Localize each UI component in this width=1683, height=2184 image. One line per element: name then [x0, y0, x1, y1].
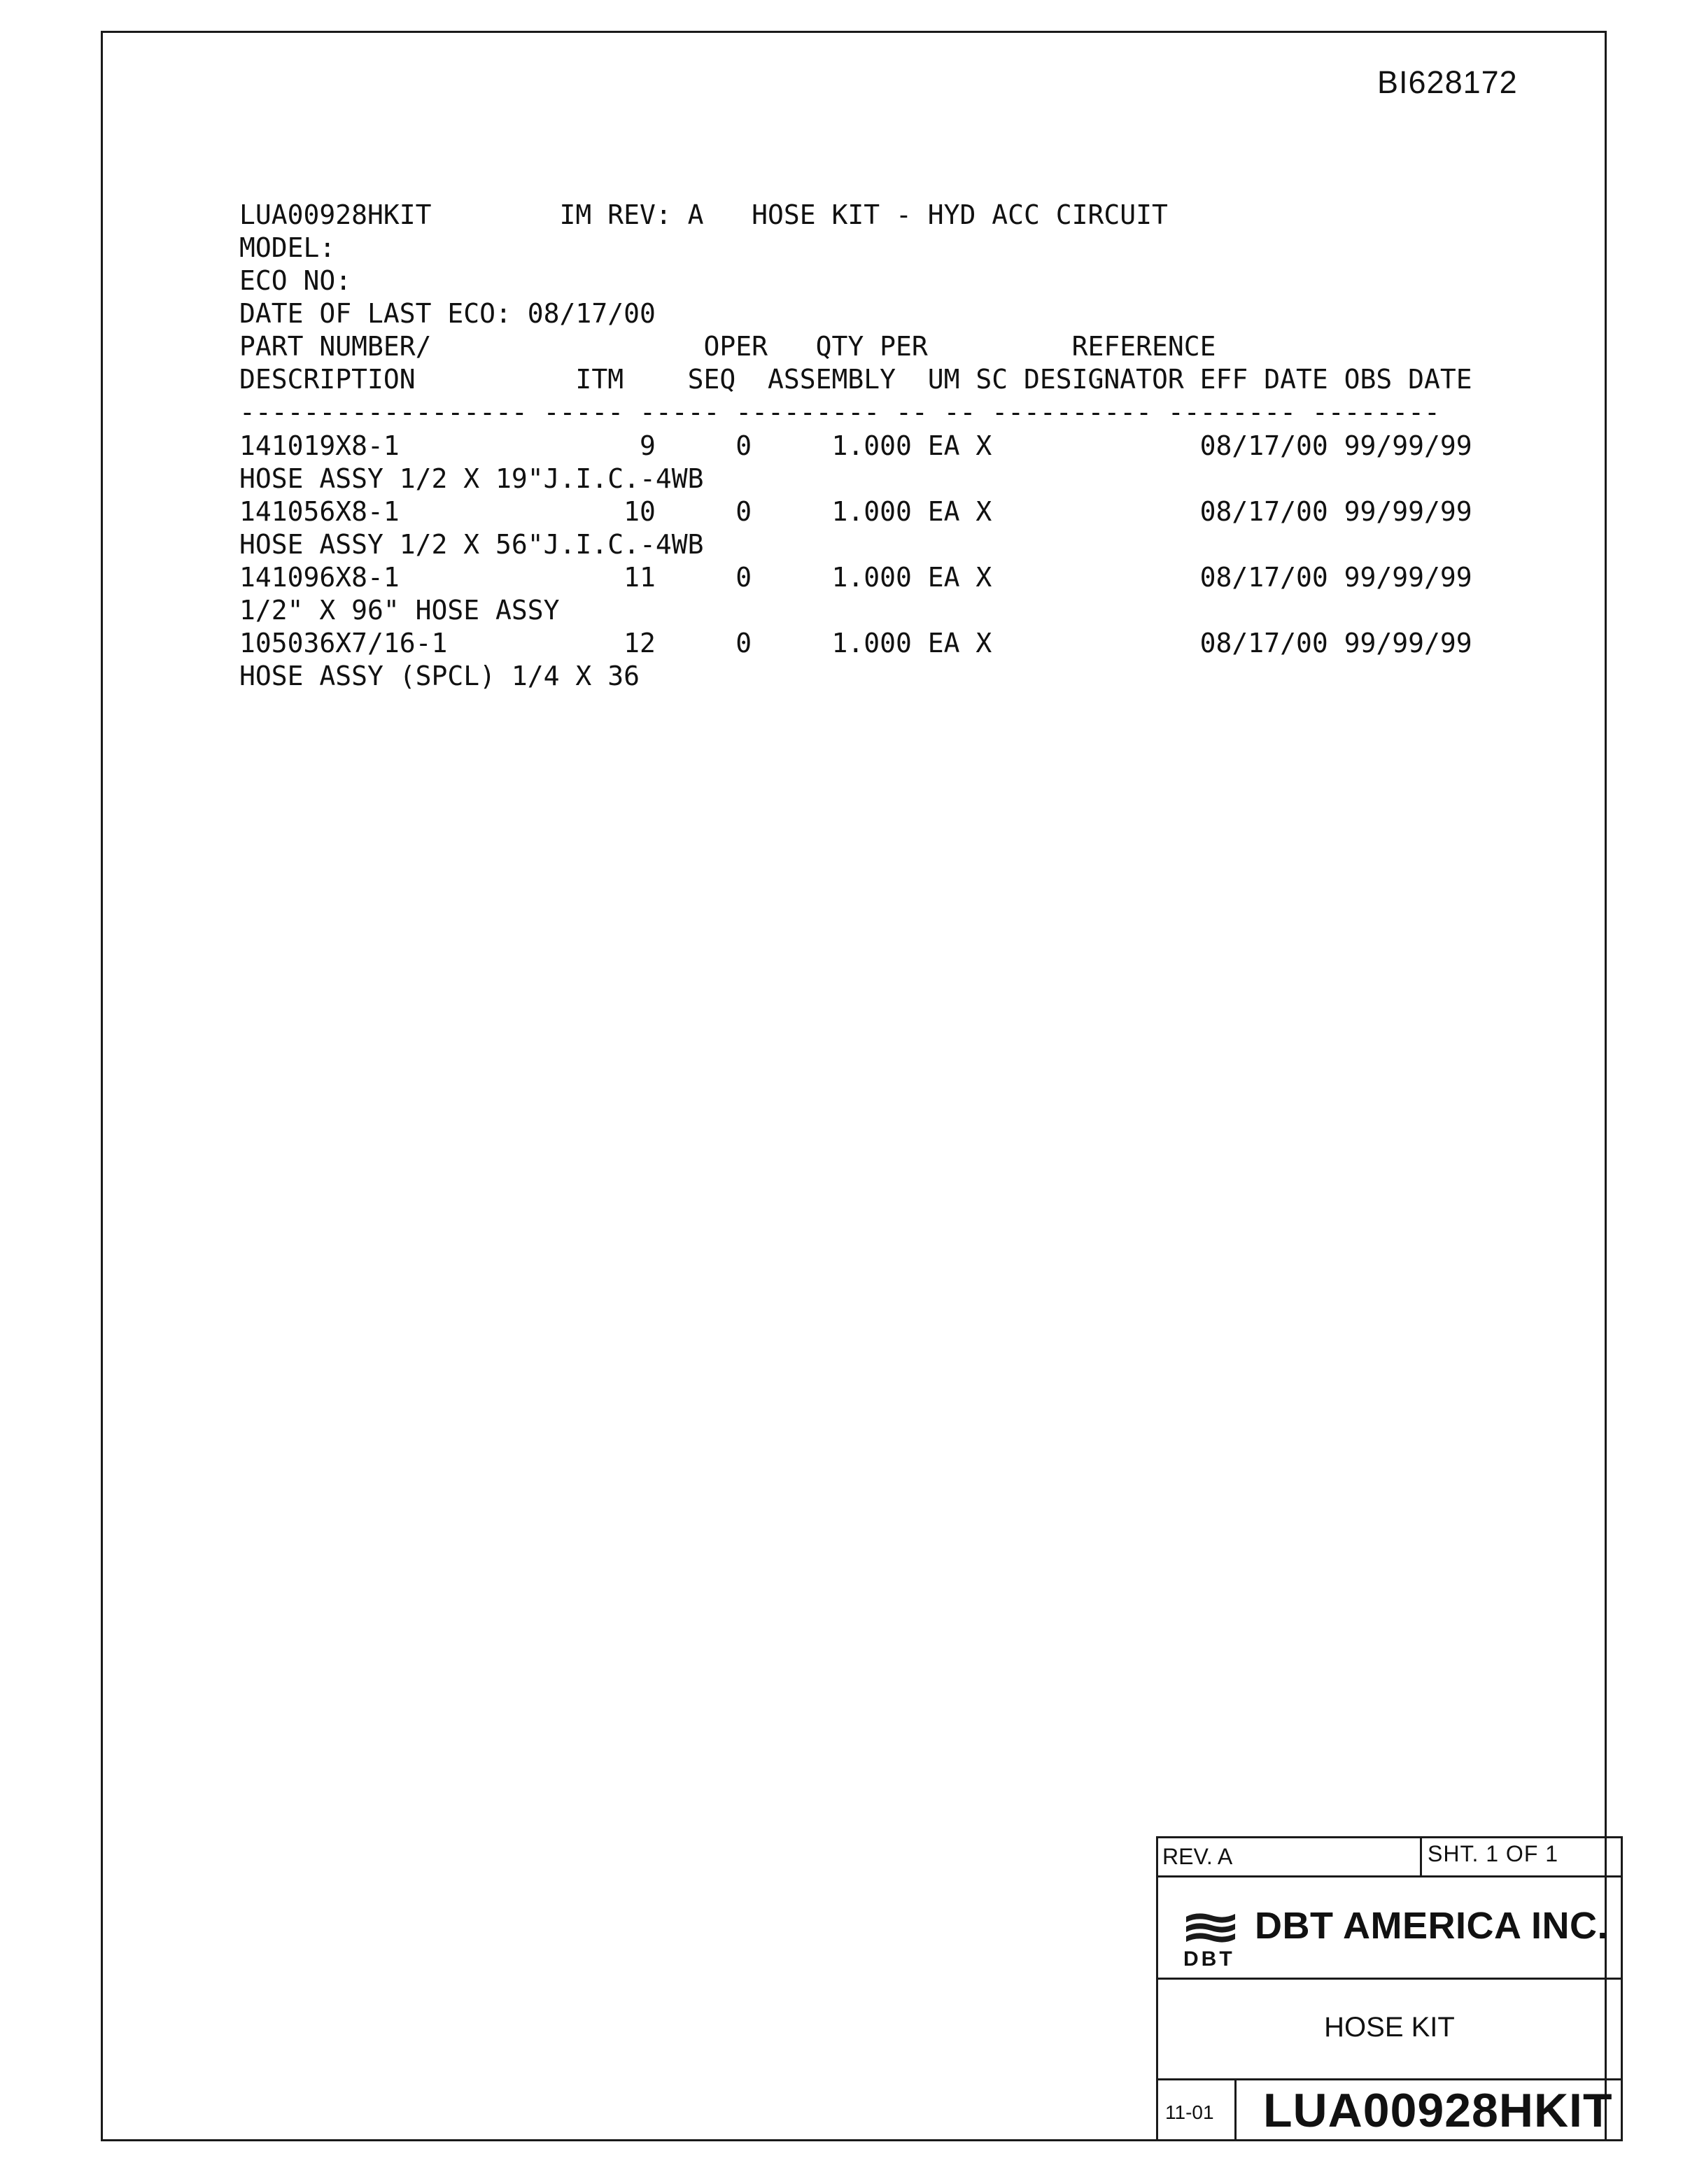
company-name: DBT AMERICA INC. — [1255, 1905, 1608, 1947]
column-header-line: PART NUMBER/ OPER QTY PER REFERENCE — [239, 331, 1216, 362]
dbt-logo-icon — [1183, 1911, 1238, 1945]
revision-label: REV. A — [1162, 1844, 1233, 1869]
header-line: DATE OF LAST ECO: 08/17/00 — [239, 298, 656, 329]
header-line: MODEL: — [239, 232, 336, 263]
title-block-company-row — [1158, 1877, 1621, 1980]
sheet-cell — [1420, 1838, 1623, 1875]
drawing-date: 11-01 — [1165, 2101, 1214, 2123]
column-header-line: DESCRIPTION ITM SEQ ASSEMBLY UM SC DESIGNATOR EFF DATE OBS DATE — [239, 364, 1472, 395]
bom-row: 141056X8-1 10 0 1.000 EA X 08/17/00 99/99/99 — [239, 496, 1472, 527]
title-block-rev-row — [1158, 1838, 1621, 1877]
bom-description: HOSE ASSY 1/2 X 56"J.I.C.-4WB — [239, 529, 704, 560]
title-block — [1156, 1836, 1623, 2141]
bom-table — [239, 430, 1472, 693]
header-line: ECO NO: — [239, 265, 352, 296]
title-block-number-row — [1158, 2080, 1621, 2139]
bom-row: 141096X8-1 11 0 1.000 EA X 08/17/00 99/99/99 — [239, 562, 1472, 593]
bom-row: 105036X7/16-1 12 0 1.000 EA X 08/17/00 99/99/99 — [239, 628, 1472, 658]
drawing-title: HOSE KIT — [1324, 2012, 1455, 2043]
column-separator-line: ------------------ ----- ----- --------- -- -- ---------- -------- -------- — [239, 397, 1440, 428]
logo-text: DBT — [1183, 1947, 1235, 1971]
header-line: LUA00928HKIT IM REV: A HOSE KIT - HYD ACC CIRCUIT — [239, 199, 1168, 230]
date-cell — [1158, 2080, 1237, 2139]
bom-description: HOSE ASSY (SPCL) 1/4 X 36 — [239, 661, 640, 691]
bom-header — [239, 199, 1472, 429]
bom-description: 1/2" X 96" HOSE ASSY — [239, 595, 560, 626]
drawing-number: LUA00928HKIT — [1263, 2084, 1613, 2137]
bom-row: 141019X8-1 9 0 1.000 EA X 08/17/00 99/99/99 — [239, 430, 1472, 461]
title-block-title-row — [1158, 1980, 1621, 2080]
document-number: BI628172 — [1377, 64, 1518, 100]
bom-description: HOSE ASSY 1/2 X 19"J.I.C.-4WB — [239, 463, 704, 494]
sheet-label: SHT. 1 OF 1 — [1428, 1841, 1559, 1866]
